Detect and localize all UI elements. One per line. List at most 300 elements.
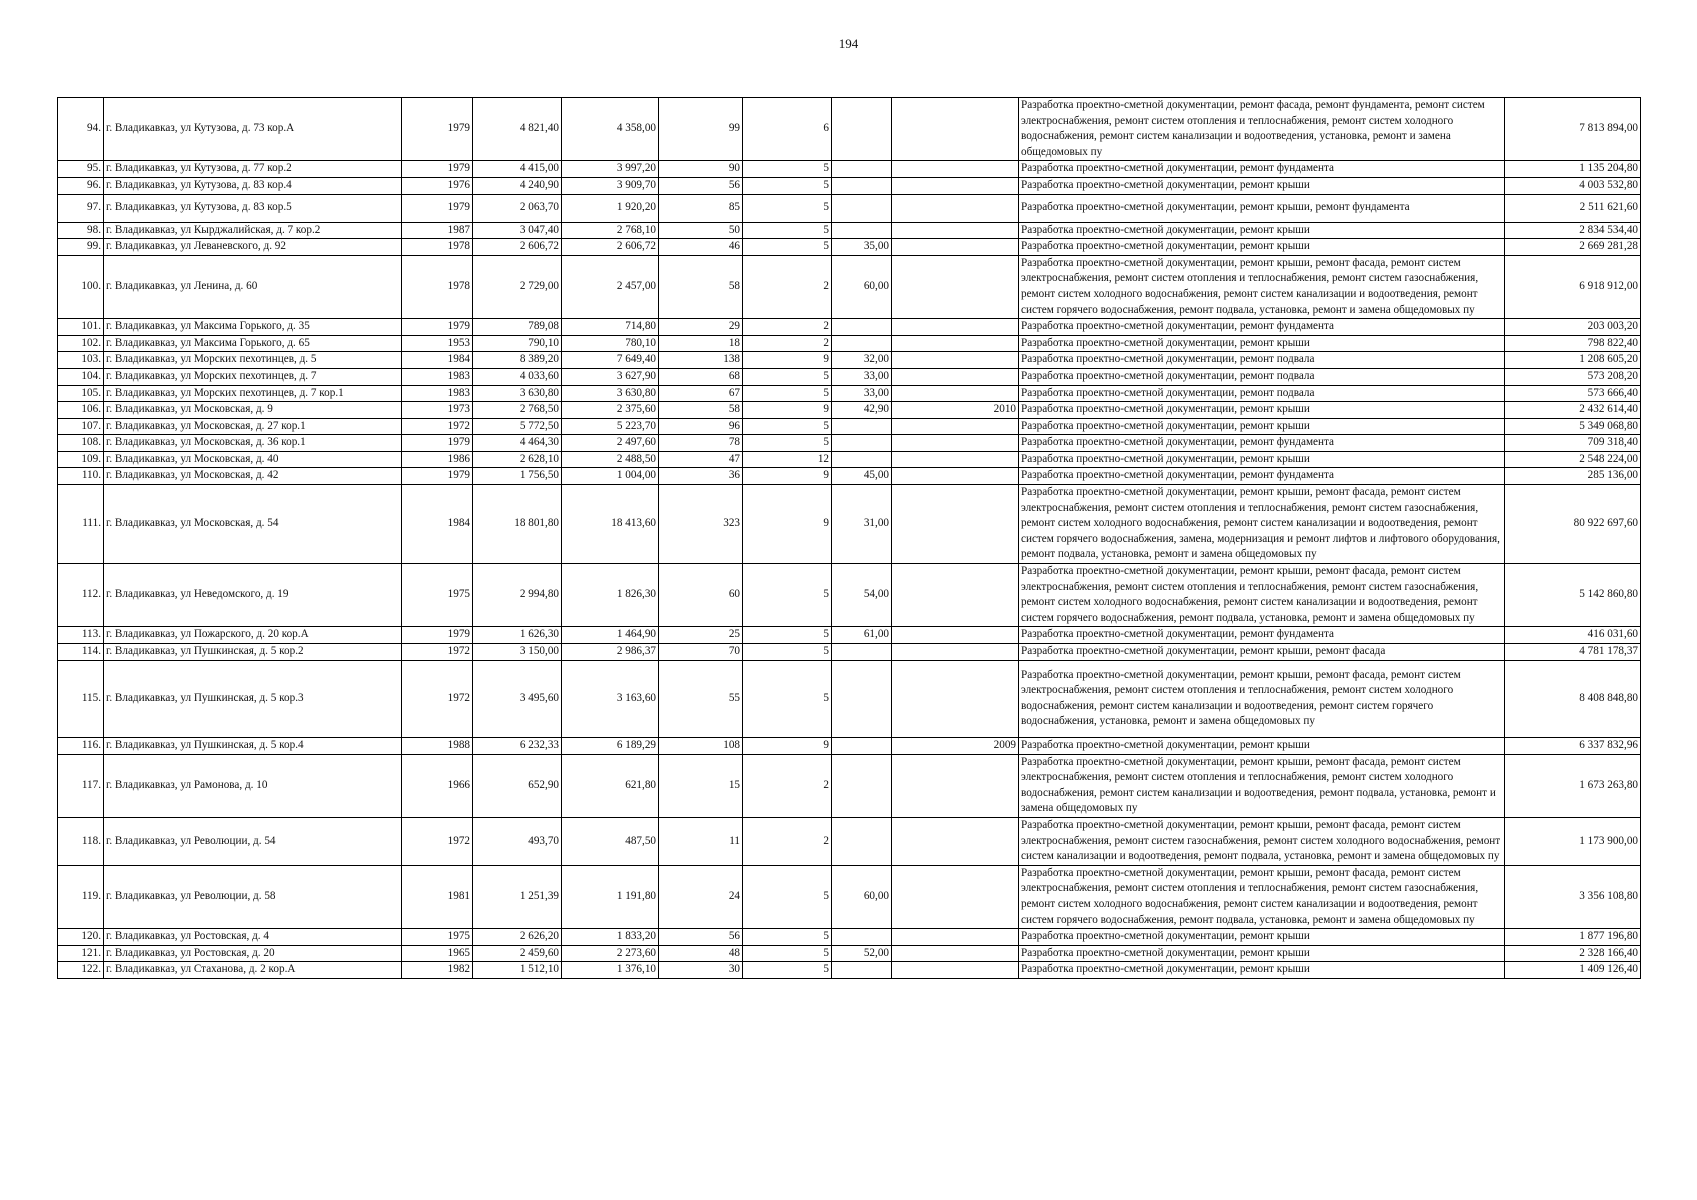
total-area-cell: 18 801,80 bbox=[473, 485, 562, 564]
table-row bbox=[58, 385, 1641, 402]
address-cell: г. Владикавказ, ул Ростовская, д. 20 bbox=[104, 945, 402, 962]
repair-year-cell bbox=[892, 660, 1019, 737]
address-cell: г. Владикавказ, ул Ленина, д. 60 bbox=[104, 255, 402, 318]
works-description-cell: Разработка проектно-сметной документации, ремонт крыши bbox=[1019, 239, 1505, 256]
total-area-cell: 652,90 bbox=[473, 754, 562, 817]
wear-percent-cell bbox=[832, 161, 892, 178]
floors-cell: 5 bbox=[743, 865, 832, 928]
residents-cell: 56 bbox=[659, 929, 743, 946]
row-index-cell: 120. bbox=[58, 929, 104, 946]
repair-year-cell bbox=[892, 485, 1019, 564]
residents-cell: 70 bbox=[659, 644, 743, 661]
cost-cell: 1 135 204,80 bbox=[1505, 161, 1641, 178]
living-area-cell: 7 649,40 bbox=[562, 352, 659, 369]
residents-cell: 36 bbox=[659, 468, 743, 485]
residents-cell: 29 bbox=[659, 319, 743, 336]
address-cell: г. Владикавказ, ул Неведомского, д. 19 bbox=[104, 564, 402, 627]
living-area-cell: 4 358,00 bbox=[562, 98, 659, 161]
total-area-cell: 8 389,20 bbox=[473, 352, 562, 369]
table-row bbox=[58, 468, 1641, 485]
address-cell: г. Владикавказ, ул Пушкинская, д. 5 кор.4 bbox=[104, 737, 402, 754]
table-body bbox=[58, 98, 1641, 979]
cost-cell: 416 031,60 bbox=[1505, 627, 1641, 644]
repair-year-cell bbox=[892, 98, 1019, 161]
total-area-cell: 4 821,40 bbox=[473, 98, 562, 161]
build-year-cell: 1975 bbox=[402, 929, 473, 946]
floors-cell: 2 bbox=[743, 817, 832, 865]
cost-cell: 1 673 263,80 bbox=[1505, 754, 1641, 817]
works-description-cell: Разработка проектно-сметной документации, ремонт крыши bbox=[1019, 945, 1505, 962]
residents-cell: 60 bbox=[659, 564, 743, 627]
row-index-cell: 113. bbox=[58, 627, 104, 644]
address-cell: г. Владикавказ, ул Пушкинская, д. 5 кор.2 bbox=[104, 644, 402, 661]
wear-percent-cell: 35,00 bbox=[832, 239, 892, 256]
cost-cell: 7 813 894,00 bbox=[1505, 98, 1641, 161]
repair-year-cell bbox=[892, 754, 1019, 817]
table-row bbox=[58, 418, 1641, 435]
address-cell: г. Владикавказ, ул Кырджалийская, д. 7 кор.2 bbox=[104, 222, 402, 239]
build-year-cell: 1975 bbox=[402, 564, 473, 627]
table-row bbox=[58, 865, 1641, 928]
wear-percent-cell: 33,00 bbox=[832, 385, 892, 402]
build-year-cell: 1965 bbox=[402, 945, 473, 962]
repair-year-cell bbox=[892, 255, 1019, 318]
build-year-cell: 1983 bbox=[402, 368, 473, 385]
row-index-cell: 118. bbox=[58, 817, 104, 865]
address-cell: г. Владикавказ, ул Максима Горького, д. 35 bbox=[104, 319, 402, 336]
table-row bbox=[58, 754, 1641, 817]
repair-year-cell bbox=[892, 468, 1019, 485]
repair-year-cell bbox=[892, 161, 1019, 178]
works-description-cell: Разработка проектно-сметной документации, ремонт фундамента bbox=[1019, 161, 1505, 178]
floors-cell: 9 bbox=[743, 468, 832, 485]
row-index-cell: 99. bbox=[58, 239, 104, 256]
table-row bbox=[58, 929, 1641, 946]
repair-year-cell bbox=[892, 945, 1019, 962]
table-row bbox=[58, 239, 1641, 256]
total-area-cell: 1 512,10 bbox=[473, 962, 562, 979]
row-index-cell: 96. bbox=[58, 177, 104, 194]
residents-cell: 138 bbox=[659, 352, 743, 369]
total-area-cell: 1 251,39 bbox=[473, 865, 562, 928]
works-description-cell: Разработка проектно-сметной документации, ремонт фундамента bbox=[1019, 435, 1505, 452]
total-area-cell: 6 232,33 bbox=[473, 737, 562, 754]
living-area-cell: 3 909,70 bbox=[562, 177, 659, 194]
total-area-cell: 790,10 bbox=[473, 335, 562, 352]
cost-cell: 2 669 281,28 bbox=[1505, 239, 1641, 256]
living-area-cell: 1 376,10 bbox=[562, 962, 659, 979]
build-year-cell: 1973 bbox=[402, 402, 473, 419]
wear-percent-cell: 33,00 bbox=[832, 368, 892, 385]
address-cell: г. Владикавказ, ул Революции, д. 58 bbox=[104, 865, 402, 928]
floors-cell: 12 bbox=[743, 451, 832, 468]
wear-percent-cell bbox=[832, 737, 892, 754]
living-area-cell: 18 413,60 bbox=[562, 485, 659, 564]
table-row bbox=[58, 451, 1641, 468]
build-year-cell: 1979 bbox=[402, 627, 473, 644]
cost-cell: 573 666,40 bbox=[1505, 385, 1641, 402]
page-number: 194 bbox=[838, 36, 859, 51]
repair-year-cell bbox=[892, 865, 1019, 928]
residents-cell: 48 bbox=[659, 945, 743, 962]
residents-cell: 55 bbox=[659, 660, 743, 737]
cost-cell: 8 408 848,80 bbox=[1505, 660, 1641, 737]
works-description-cell: Разработка проектно-сметной документации, ремонт крыши, ремонт фасада bbox=[1019, 644, 1505, 661]
works-description-cell: Разработка проектно-сметной документации, ремонт крыши, ремонт фасада, ремонт систем электроснабжения, ремонт систем отопления и теплоснабжения, ремонт систем газоснабжения, ремонт систем холодного водоснабжения, ремонт систем канализации и водоотведения, ремонт систем горячего водоснабжения, ремонт подвала, установка, ремонт и замена общедомовых пу bbox=[1019, 255, 1505, 318]
table-row bbox=[58, 435, 1641, 452]
total-area-cell: 5 772,50 bbox=[473, 418, 562, 435]
cost-cell: 5 142 860,80 bbox=[1505, 564, 1641, 627]
wear-percent-cell: 45,00 bbox=[832, 468, 892, 485]
address-cell: г. Владикавказ, ул Кутузова, д. 77 кор.2 bbox=[104, 161, 402, 178]
address-cell: г. Владикавказ, ул Пушкинская, д. 5 кор.3 bbox=[104, 660, 402, 737]
row-index-cell: 110. bbox=[58, 468, 104, 485]
total-area-cell: 4 033,60 bbox=[473, 368, 562, 385]
works-description-cell: Разработка проектно-сметной документации, ремонт крыши bbox=[1019, 222, 1505, 239]
floors-cell: 2 bbox=[743, 255, 832, 318]
cost-cell: 709 318,40 bbox=[1505, 435, 1641, 452]
row-index-cell: 116. bbox=[58, 737, 104, 754]
living-area-cell: 3 630,80 bbox=[562, 385, 659, 402]
floors-cell: 2 bbox=[743, 335, 832, 352]
total-area-cell: 4 240,90 bbox=[473, 177, 562, 194]
address-cell: г. Владикавказ, ул Леваневского, д. 92 bbox=[104, 239, 402, 256]
residents-cell: 85 bbox=[659, 194, 743, 222]
cost-cell: 2 432 614,40 bbox=[1505, 402, 1641, 419]
repair-year-cell: 2009 bbox=[892, 737, 1019, 754]
cost-cell: 4 003 532,80 bbox=[1505, 177, 1641, 194]
floors-cell: 2 bbox=[743, 754, 832, 817]
build-year-cell: 1984 bbox=[402, 485, 473, 564]
build-year-cell: 1978 bbox=[402, 255, 473, 318]
wear-percent-cell: 60,00 bbox=[832, 255, 892, 318]
address-cell: г. Владикавказ, ул Московская, д. 9 bbox=[104, 402, 402, 419]
table-row bbox=[58, 660, 1641, 737]
wear-percent-cell bbox=[832, 194, 892, 222]
build-year-cell: 1966 bbox=[402, 754, 473, 817]
total-area-cell: 789,08 bbox=[473, 319, 562, 336]
floors-cell: 5 bbox=[743, 222, 832, 239]
residents-cell: 30 bbox=[659, 962, 743, 979]
repair-year-cell bbox=[892, 817, 1019, 865]
table-row bbox=[58, 485, 1641, 564]
cost-cell: 798 822,40 bbox=[1505, 335, 1641, 352]
floors-cell: 5 bbox=[743, 962, 832, 979]
build-year-cell: 1984 bbox=[402, 352, 473, 369]
table-row bbox=[58, 817, 1641, 865]
build-year-cell: 1981 bbox=[402, 865, 473, 928]
build-year-cell: 1979 bbox=[402, 319, 473, 336]
works-description-cell: Разработка проектно-сметной документации, ремонт крыши bbox=[1019, 418, 1505, 435]
repair-year-cell bbox=[892, 564, 1019, 627]
works-description-cell: Разработка проектно-сметной документации, ремонт крыши bbox=[1019, 451, 1505, 468]
floors-cell: 9 bbox=[743, 485, 832, 564]
cost-cell: 1 173 900,00 bbox=[1505, 817, 1641, 865]
floors-cell: 5 bbox=[743, 435, 832, 452]
build-year-cell: 1972 bbox=[402, 660, 473, 737]
works-description-cell: Разработка проектно-сметной документации, ремонт крыши, ремонт фасада, ремонт систем электроснабжения, ремонт систем отопления и теплоснабжения, ремонт систем газоснабжения, ремонт систем холодного водоснабжения, ремонт систем канализации и водоотведения, ремонт систем горячего водоснабжения, ремонт подвала, установка, ремонт и замена общедомовых пу bbox=[1019, 564, 1505, 627]
living-area-cell: 780,10 bbox=[562, 335, 659, 352]
table-row bbox=[58, 564, 1641, 627]
build-year-cell: 1972 bbox=[402, 644, 473, 661]
works-description-cell: Разработка проектно-сметной документации, ремонт крыши, ремонт фасада, ремонт систем электроснабжения, ремонт систем газоснабжения, ремонт систем холодного водоснабжения, ремонт систем канализации и водоотведения, ремонт подвала, установка, ремонт и замена общедомовых пу bbox=[1019, 817, 1505, 865]
living-area-cell: 1 833,20 bbox=[562, 929, 659, 946]
works-description-cell: Разработка проектно-сметной документации, ремонт фундамента bbox=[1019, 627, 1505, 644]
wear-percent-cell bbox=[832, 451, 892, 468]
total-area-cell: 2 063,70 bbox=[473, 194, 562, 222]
living-area-cell: 1 004,00 bbox=[562, 468, 659, 485]
table-row bbox=[58, 945, 1641, 962]
wear-percent-cell: 42,90 bbox=[832, 402, 892, 419]
repair-year-cell bbox=[892, 239, 1019, 256]
row-index-cell: 108. bbox=[58, 435, 104, 452]
residents-cell: 78 bbox=[659, 435, 743, 452]
residents-cell: 58 bbox=[659, 255, 743, 318]
table-row bbox=[58, 352, 1641, 369]
works-description-cell: Разработка проектно-сметной документации, ремонт фундамента bbox=[1019, 319, 1505, 336]
cost-cell: 1 877 196,80 bbox=[1505, 929, 1641, 946]
works-description-cell: Разработка проектно-сметной документации, ремонт подвала bbox=[1019, 385, 1505, 402]
living-area-cell: 1 191,80 bbox=[562, 865, 659, 928]
row-index-cell: 104. bbox=[58, 368, 104, 385]
cost-cell: 6 337 832,96 bbox=[1505, 737, 1641, 754]
works-description-cell: Разработка проектно-сметной документации, ремонт крыши, ремонт фасада, ремонт систем электроснабжения, ремонт систем отопления и теплоснабжения, ремонт систем холодного водоснабжения, ремонт систем канализации и водоотведения, ремонт подвала, установка, ремонт и замена общедомовых пу bbox=[1019, 754, 1505, 817]
repair-year-cell bbox=[892, 368, 1019, 385]
table-row bbox=[58, 194, 1641, 222]
row-index-cell: 97. bbox=[58, 194, 104, 222]
address-cell: г. Владикавказ, ул Морских пехотинцев, д. 7 bbox=[104, 368, 402, 385]
address-cell: г. Владикавказ, ул Кутузова, д. 83 кор.5 bbox=[104, 194, 402, 222]
build-year-cell: 1979 bbox=[402, 98, 473, 161]
row-index-cell: 107. bbox=[58, 418, 104, 435]
floors-cell: 5 bbox=[743, 368, 832, 385]
row-index-cell: 101. bbox=[58, 319, 104, 336]
floors-cell: 5 bbox=[743, 385, 832, 402]
total-area-cell: 3 047,40 bbox=[473, 222, 562, 239]
residents-cell: 24 bbox=[659, 865, 743, 928]
address-cell: г. Владикавказ, ул Кутузова, д. 73 кор.А bbox=[104, 98, 402, 161]
cost-cell: 6 918 912,00 bbox=[1505, 255, 1641, 318]
build-year-cell: 1979 bbox=[402, 468, 473, 485]
repair-year-cell bbox=[892, 451, 1019, 468]
floors-cell: 9 bbox=[743, 737, 832, 754]
address-cell: г. Владикавказ, ул Стаханова, д. 2 кор.А bbox=[104, 962, 402, 979]
table-row bbox=[58, 98, 1641, 161]
total-area-cell: 2 628,10 bbox=[473, 451, 562, 468]
cost-cell: 203 003,20 bbox=[1505, 319, 1641, 336]
row-index-cell: 121. bbox=[58, 945, 104, 962]
wear-percent-cell bbox=[832, 335, 892, 352]
living-area-cell: 2 497,60 bbox=[562, 435, 659, 452]
row-index-cell: 119. bbox=[58, 865, 104, 928]
repair-year-cell bbox=[892, 627, 1019, 644]
build-year-cell: 1988 bbox=[402, 737, 473, 754]
row-index-cell: 111. bbox=[58, 485, 104, 564]
living-area-cell: 487,50 bbox=[562, 817, 659, 865]
wear-percent-cell bbox=[832, 98, 892, 161]
address-cell: г. Владикавказ, ул Пожарского, д. 20 кор.А bbox=[104, 627, 402, 644]
row-index-cell: 94. bbox=[58, 98, 104, 161]
total-area-cell: 4 415,00 bbox=[473, 161, 562, 178]
wear-percent-cell bbox=[832, 644, 892, 661]
total-area-cell: 4 464,30 bbox=[473, 435, 562, 452]
wear-percent-cell bbox=[832, 418, 892, 435]
floors-cell: 5 bbox=[743, 945, 832, 962]
address-cell: г. Владикавказ, ул Морских пехотинцев, д. 5 bbox=[104, 352, 402, 369]
cost-cell: 573 208,20 bbox=[1505, 368, 1641, 385]
works-description-cell: Разработка проектно-сметной документации, ремонт крыши bbox=[1019, 177, 1505, 194]
floors-cell: 6 bbox=[743, 98, 832, 161]
floors-cell: 9 bbox=[743, 402, 832, 419]
build-year-cell: 1983 bbox=[402, 385, 473, 402]
address-cell: г. Владикавказ, ул Московская, д. 42 bbox=[104, 468, 402, 485]
living-area-cell: 714,80 bbox=[562, 319, 659, 336]
wear-percent-cell: 61,00 bbox=[832, 627, 892, 644]
table-row bbox=[58, 335, 1641, 352]
build-year-cell: 1979 bbox=[402, 161, 473, 178]
residents-cell: 11 bbox=[659, 817, 743, 865]
total-area-cell: 2 606,72 bbox=[473, 239, 562, 256]
living-area-cell: 2 606,72 bbox=[562, 239, 659, 256]
repair-year-cell bbox=[892, 385, 1019, 402]
repair-year-cell bbox=[892, 929, 1019, 946]
residents-cell: 50 bbox=[659, 222, 743, 239]
floors-cell: 9 bbox=[743, 352, 832, 369]
wear-percent-cell bbox=[832, 177, 892, 194]
total-area-cell: 2 994,80 bbox=[473, 564, 562, 627]
build-year-cell: 1972 bbox=[402, 817, 473, 865]
works-description-cell: Разработка проектно-сметной документации, ремонт крыши, ремонт фундамента bbox=[1019, 194, 1505, 222]
table-row bbox=[58, 737, 1641, 754]
living-area-cell: 1 826,30 bbox=[562, 564, 659, 627]
residents-cell: 58 bbox=[659, 402, 743, 419]
repair-year-cell bbox=[892, 418, 1019, 435]
cost-cell: 4 781 178,37 bbox=[1505, 644, 1641, 661]
residents-cell: 18 bbox=[659, 335, 743, 352]
cost-cell: 5 349 068,80 bbox=[1505, 418, 1641, 435]
cost-cell: 80 922 697,60 bbox=[1505, 485, 1641, 564]
table-row bbox=[58, 319, 1641, 336]
total-area-cell: 493,70 bbox=[473, 817, 562, 865]
total-area-cell: 2 768,50 bbox=[473, 402, 562, 419]
repair-year-cell bbox=[892, 352, 1019, 369]
floors-cell: 5 bbox=[743, 194, 832, 222]
living-area-cell: 1 920,20 bbox=[562, 194, 659, 222]
floors-cell: 5 bbox=[743, 161, 832, 178]
floors-cell: 5 bbox=[743, 564, 832, 627]
address-cell: г. Владикавказ, ул Революции, д. 54 bbox=[104, 817, 402, 865]
residents-cell: 96 bbox=[659, 418, 743, 435]
floors-cell: 2 bbox=[743, 319, 832, 336]
residents-cell: 25 bbox=[659, 627, 743, 644]
total-area-cell: 2 459,60 bbox=[473, 945, 562, 962]
cost-cell: 1 208 605,20 bbox=[1505, 352, 1641, 369]
living-area-cell: 2 273,60 bbox=[562, 945, 659, 962]
build-year-cell: 1976 bbox=[402, 177, 473, 194]
row-index-cell: 106. bbox=[58, 402, 104, 419]
floors-cell: 5 bbox=[743, 929, 832, 946]
table-row bbox=[58, 177, 1641, 194]
repair-year-cell bbox=[892, 435, 1019, 452]
row-index-cell: 115. bbox=[58, 660, 104, 737]
build-year-cell: 1982 bbox=[402, 962, 473, 979]
address-cell: г. Владикавказ, ул Московская, д. 36 кор.1 bbox=[104, 435, 402, 452]
living-area-cell: 6 189,29 bbox=[562, 737, 659, 754]
floors-cell: 5 bbox=[743, 239, 832, 256]
address-cell: г. Владикавказ, ул Московская, д. 54 bbox=[104, 485, 402, 564]
residents-cell: 67 bbox=[659, 385, 743, 402]
living-area-cell: 2 488,50 bbox=[562, 451, 659, 468]
cost-cell: 285 136,00 bbox=[1505, 468, 1641, 485]
floors-cell: 5 bbox=[743, 177, 832, 194]
repair-year-cell bbox=[892, 644, 1019, 661]
address-cell: г. Владикавказ, ул Ростовская, д. 4 bbox=[104, 929, 402, 946]
row-index-cell: 100. bbox=[58, 255, 104, 318]
works-description-cell: Разработка проектно-сметной документации, ремонт фундамента bbox=[1019, 468, 1505, 485]
wear-percent-cell: 31,00 bbox=[832, 485, 892, 564]
table-row bbox=[58, 962, 1641, 979]
living-area-cell: 3 627,90 bbox=[562, 368, 659, 385]
cost-cell: 2 834 534,40 bbox=[1505, 222, 1641, 239]
row-index-cell: 103. bbox=[58, 352, 104, 369]
table-row bbox=[58, 255, 1641, 318]
works-description-cell: Разработка проектно-сметной документации, ремонт крыши bbox=[1019, 962, 1505, 979]
row-index-cell: 102. bbox=[58, 335, 104, 352]
works-description-cell: Разработка проектно-сметной документации, ремонт крыши, ремонт фасада, ремонт систем электроснабжения, ремонт систем отопления и теплоснабжения, ремонт систем газоснабжения, ремонт систем холодного водоснабжения, ремонт систем канализации и водоотведения, ремонт систем горячего водоснабжения, замена, модернизация и ремонт лифтов и лифтового оборудования, ремонт подвала, установка, ремонт и замена общедомовых пу bbox=[1019, 485, 1505, 564]
wear-percent-cell bbox=[832, 660, 892, 737]
living-area-cell: 2 375,60 bbox=[562, 402, 659, 419]
row-index-cell: 105. bbox=[58, 385, 104, 402]
works-description-cell: Разработка проектно-сметной документации, ремонт подвала bbox=[1019, 352, 1505, 369]
address-cell: г. Владикавказ, ул Кутузова, д. 83 кор.4 bbox=[104, 177, 402, 194]
total-area-cell: 1 626,30 bbox=[473, 627, 562, 644]
cost-cell: 2 511 621,60 bbox=[1505, 194, 1641, 222]
works-description-cell: Разработка проектно-сметной документации, ремонт крыши bbox=[1019, 737, 1505, 754]
residents-cell: 99 bbox=[659, 98, 743, 161]
wear-percent-cell bbox=[832, 222, 892, 239]
cost-cell: 2 328 166,40 bbox=[1505, 945, 1641, 962]
works-description-cell: Разработка проектно-сметной документации, ремонт крыши, ремонт фасада, ремонт систем электроснабжения, ремонт систем отопления и теплоснабжения, ремонт систем газоснабжения, ремонт систем холодного водоснабжения, ремонт систем канализации и водоотведения, ремонт систем горячего водоснабжения, ремонт подвала, установка, ремонт и замена общедомовых пу bbox=[1019, 865, 1505, 928]
living-area-cell: 2 768,10 bbox=[562, 222, 659, 239]
floors-cell: 5 bbox=[743, 627, 832, 644]
living-area-cell: 5 223,70 bbox=[562, 418, 659, 435]
row-index-cell: 112. bbox=[58, 564, 104, 627]
total-area-cell: 1 756,50 bbox=[473, 468, 562, 485]
repair-year-cell bbox=[892, 319, 1019, 336]
build-year-cell: 1978 bbox=[402, 239, 473, 256]
repair-year-cell bbox=[892, 177, 1019, 194]
housing-repair-table bbox=[57, 97, 1641, 979]
build-year-cell: 1979 bbox=[402, 435, 473, 452]
wear-percent-cell: 54,00 bbox=[832, 564, 892, 627]
residents-cell: 68 bbox=[659, 368, 743, 385]
wear-percent-cell: 32,00 bbox=[832, 352, 892, 369]
wear-percent-cell: 60,00 bbox=[832, 865, 892, 928]
residents-cell: 46 bbox=[659, 239, 743, 256]
living-area-cell: 3 163,60 bbox=[562, 660, 659, 737]
build-year-cell: 1986 bbox=[402, 451, 473, 468]
build-year-cell: 1953 bbox=[402, 335, 473, 352]
address-cell: г. Владикавказ, ул Московская, д. 40 bbox=[104, 451, 402, 468]
floors-cell: 5 bbox=[743, 644, 832, 661]
residents-cell: 108 bbox=[659, 737, 743, 754]
floors-cell: 5 bbox=[743, 660, 832, 737]
works-description-cell: Разработка проектно-сметной документации, ремонт крыши bbox=[1019, 929, 1505, 946]
repair-year-cell bbox=[892, 962, 1019, 979]
row-index-cell: 109. bbox=[58, 451, 104, 468]
residents-cell: 47 bbox=[659, 451, 743, 468]
address-cell: г. Владикавказ, ул Максима Горького, д. 65 bbox=[104, 335, 402, 352]
